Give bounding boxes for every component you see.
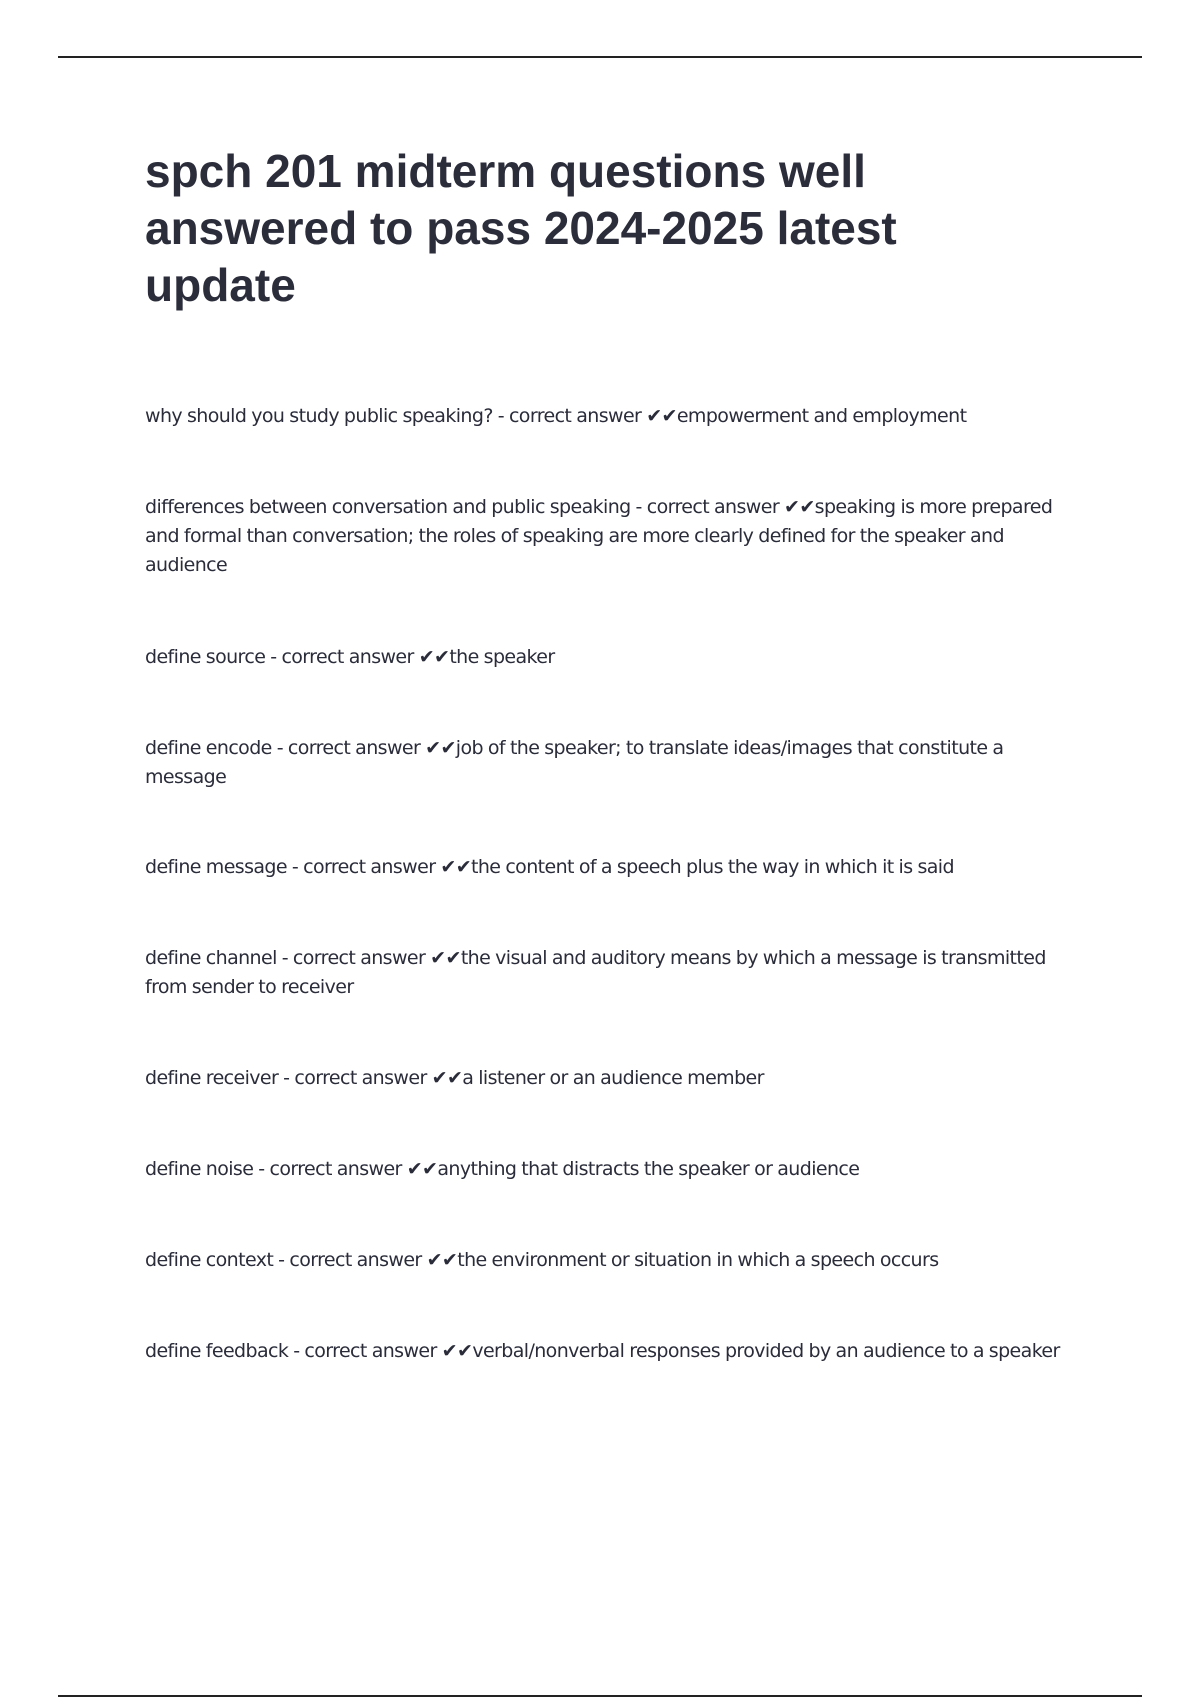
- qa-answer: verbal/nonverbal responses provided by an audience to a speaker: [472, 1340, 1060, 1362]
- qa-question: define receiver: [145, 1067, 279, 1089]
- qa-answer: the environment or situation in which a speech occurs: [457, 1249, 939, 1271]
- document-title: spch 201 midterm questions well answered to pass 2024-2025 latest update: [145, 145, 897, 311]
- qa-question: define channel: [145, 947, 277, 969]
- qa-item: [145, 1337, 1075, 1366]
- qa-separator: -: [286, 856, 304, 878]
- qa-item: [145, 1155, 1075, 1184]
- double-check-icon: ✔✔: [430, 947, 461, 969]
- double-check-icon: ✔✔: [406, 1158, 438, 1180]
- qa-question: define source: [145, 646, 266, 668]
- qa-item: [145, 944, 1075, 1002]
- qa-answer-label: correct answer: [281, 646, 414, 668]
- qa-separator: -: [273, 1249, 290, 1271]
- qa-question: define message: [145, 856, 287, 878]
- double-check-icon: ✔✔: [441, 1340, 473, 1362]
- qa-separator: -: [630, 496, 647, 518]
- qa-answer: speaking is more prepared and formal than conversation; the roles of speaking are more clearly defined for the speaker and audience: [145, 496, 1053, 576]
- qa-separator: -: [253, 1158, 270, 1180]
- qa-answer-label: correct answer: [646, 496, 780, 518]
- qa-question: define encode: [145, 737, 272, 759]
- qa-answer-label: correct answer: [292, 947, 426, 969]
- qa-answer-label: correct answer: [508, 405, 642, 427]
- qa-answer: anything that distracts the speaker or audience: [437, 1158, 860, 1180]
- double-check-icon: ✔✔: [418, 646, 450, 668]
- qa-question: define context: [145, 1249, 274, 1271]
- double-check-icon: ✔✔: [784, 496, 815, 518]
- qa-answer-label: correct answer: [289, 1249, 422, 1271]
- bottom-rule: [58, 1695, 1142, 1697]
- qa-item: [145, 1064, 1075, 1093]
- qa-item: [145, 493, 1075, 580]
- qa-item: [145, 402, 1075, 431]
- double-check-icon: ✔✔: [440, 856, 472, 878]
- qa-item: [145, 853, 1075, 882]
- qa-answer-label: correct answer: [294, 1067, 427, 1089]
- top-rule: [58, 56, 1142, 58]
- double-check-icon: ✔✔: [431, 1067, 463, 1089]
- qa-question: define noise: [145, 1158, 254, 1180]
- qa-answer: the content of a speech plus the way in which it is said: [471, 856, 954, 878]
- qa-answer-label: correct answer: [303, 856, 436, 878]
- qa-answer: the speaker: [449, 646, 555, 668]
- qa-question: why should you study public speaking?: [145, 405, 493, 427]
- qa-answer: a listener or an audience member: [462, 1067, 764, 1089]
- qa-question: define feedback: [145, 1340, 289, 1362]
- qa-question: differences between conversation and public speaking: [145, 496, 631, 518]
- qa-item: [145, 1246, 1075, 1275]
- qa-answer: the visual and auditory means by which a message is transmitted from sender to receiver: [145, 947, 1046, 998]
- qa-answer-label: correct answer: [269, 1158, 402, 1180]
- qa-answer-label: correct answer: [304, 1340, 437, 1362]
- qa-separator: -: [288, 1340, 305, 1362]
- qa-separator: -: [271, 737, 288, 759]
- qa-answer: job of the speaker; to translate ideas/images that constitute a message: [145, 737, 1004, 788]
- qa-separator: -: [492, 405, 509, 427]
- double-check-icon: ✔✔: [425, 737, 456, 759]
- qa-separator: -: [265, 646, 282, 668]
- qa-answer-label: correct answer: [287, 737, 421, 759]
- qa-separator: -: [278, 1067, 295, 1089]
- qa-separator: -: [276, 947, 293, 969]
- qa-item: [145, 734, 1075, 792]
- qa-answer: empowerment and employment: [676, 405, 967, 427]
- double-check-icon: ✔✔: [646, 405, 677, 427]
- double-check-icon: ✔✔: [426, 1249, 458, 1271]
- qa-item: [145, 643, 1075, 672]
